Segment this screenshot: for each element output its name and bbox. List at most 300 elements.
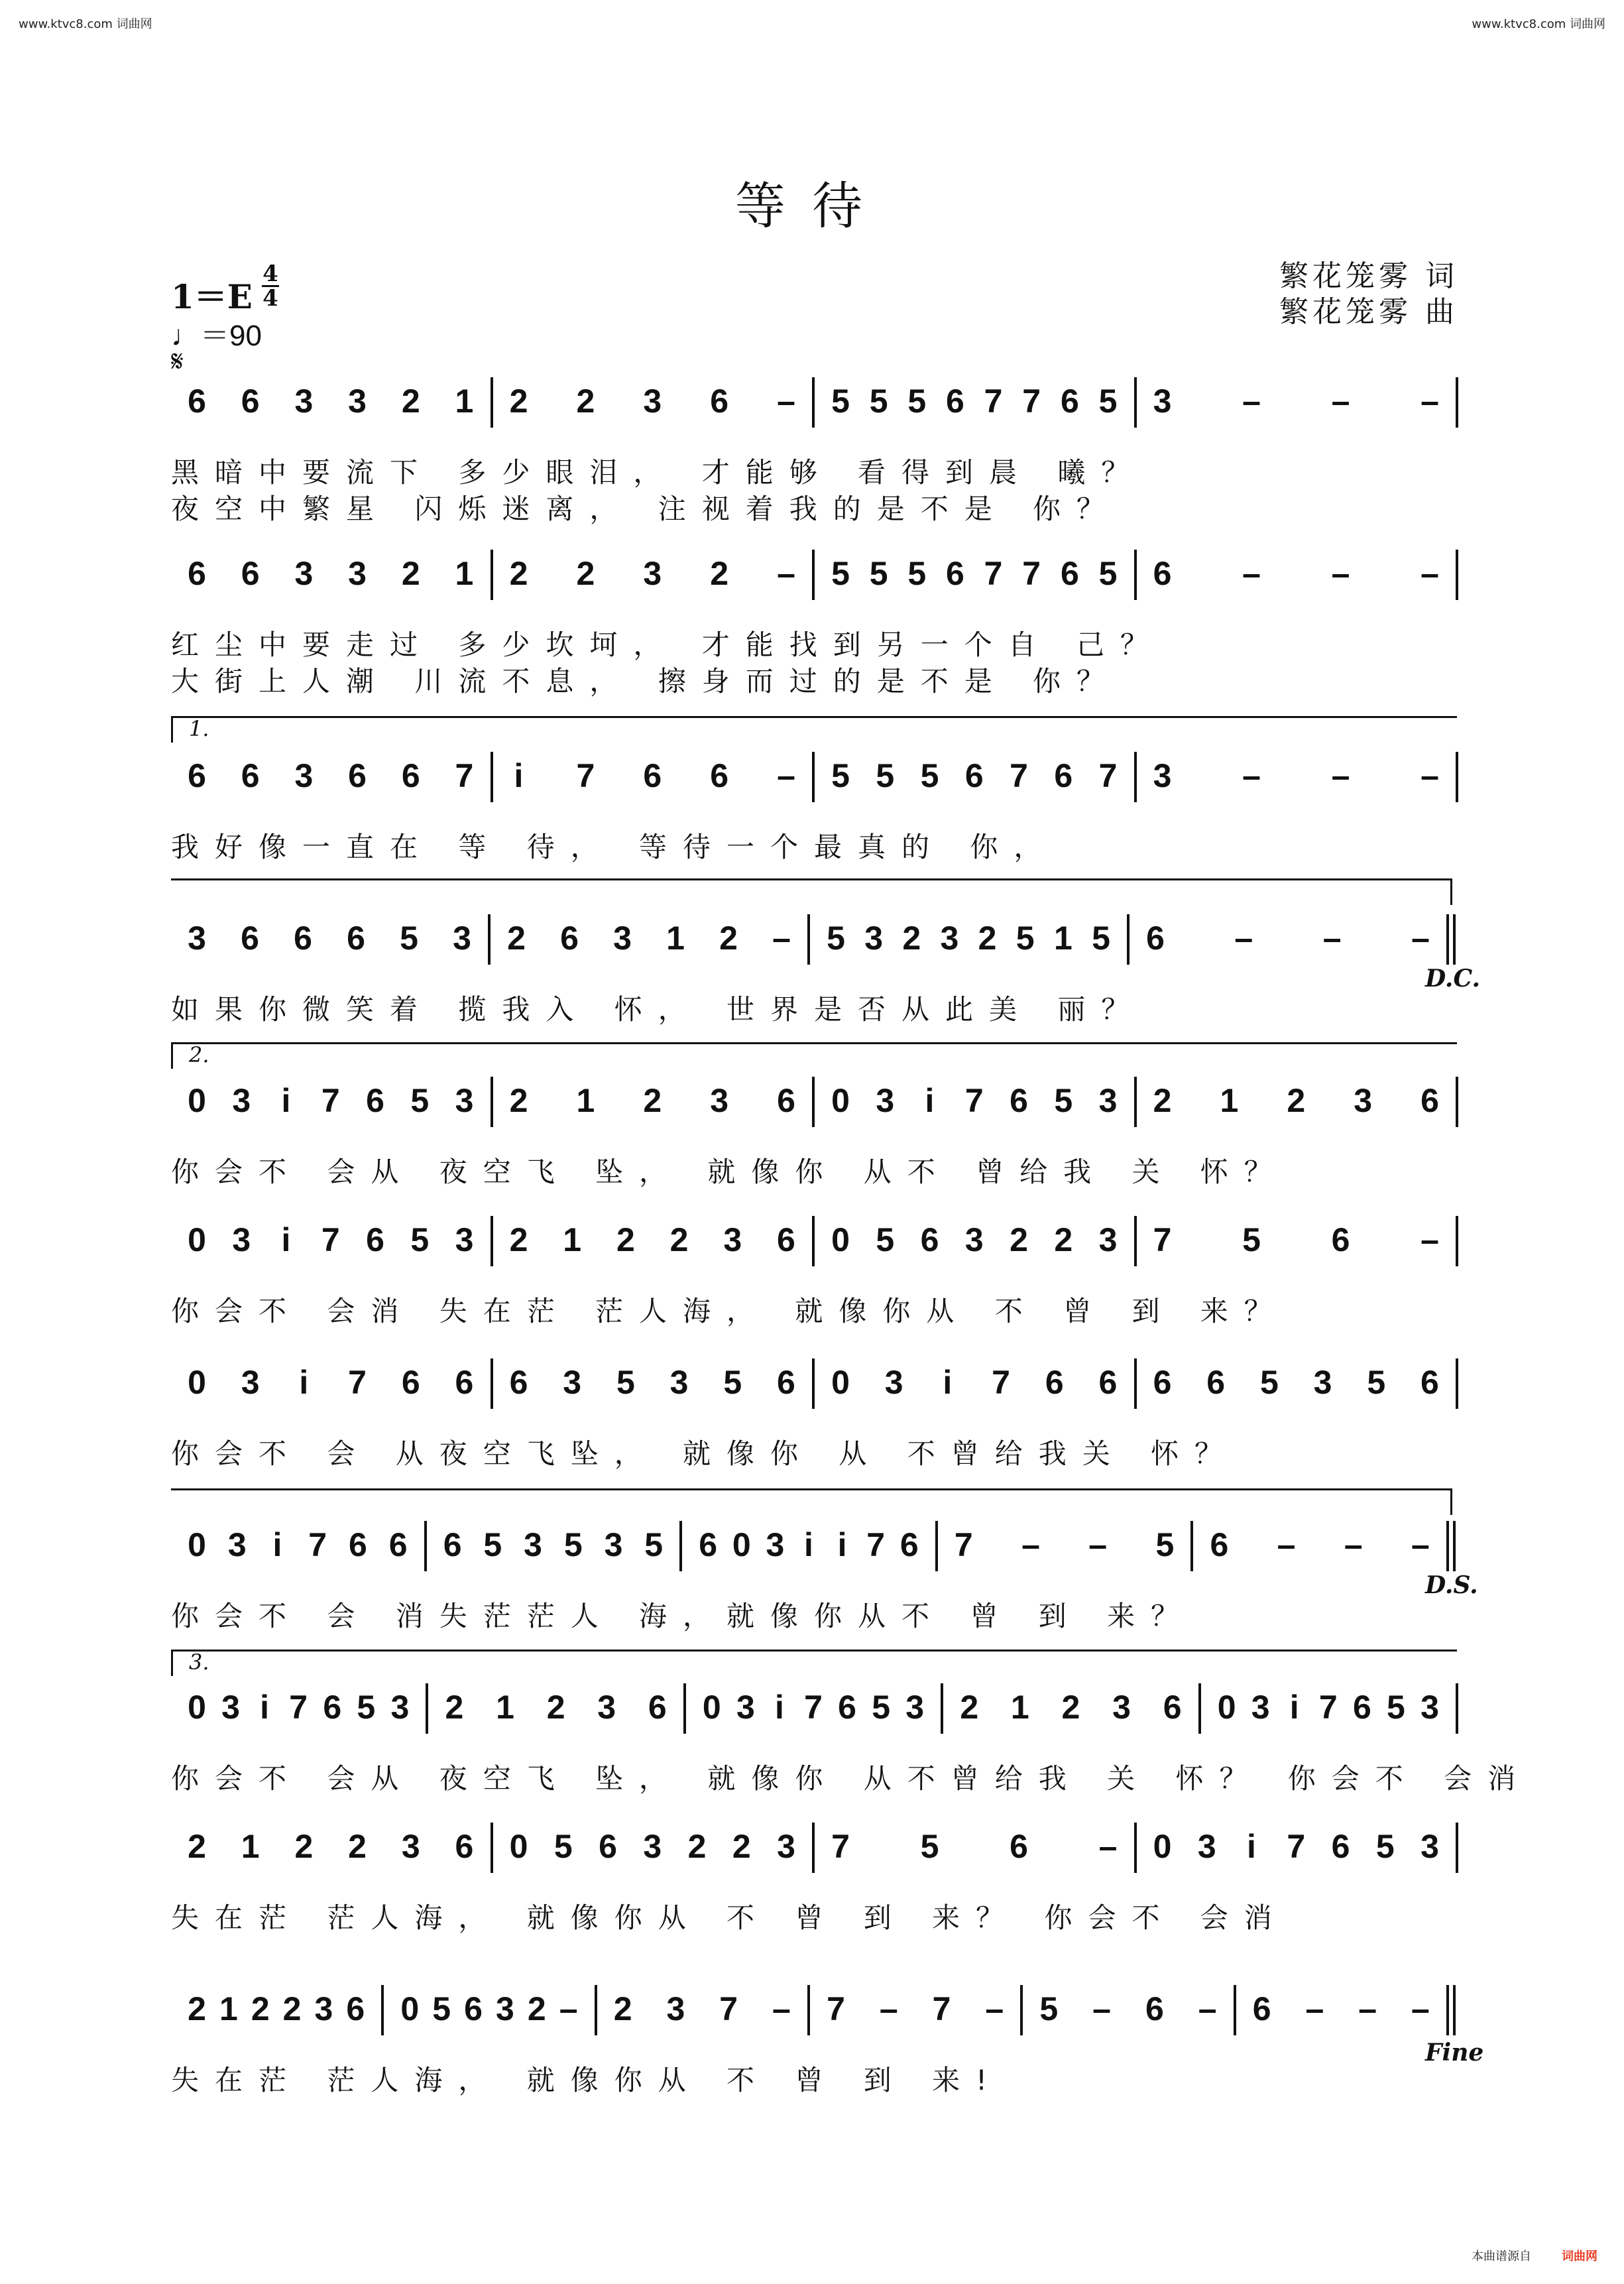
note: 1 bbox=[1053, 920, 1073, 957]
note: 6 bbox=[1054, 757, 1073, 794]
note: 3 bbox=[1153, 757, 1172, 794]
lyrics-line: 我好像一直在 等 待， 等待一个最真的 你， bbox=[171, 831, 1058, 863]
note: 3 bbox=[188, 920, 206, 957]
note: 6 bbox=[560, 920, 579, 957]
note: 1 bbox=[666, 920, 685, 957]
note: 3 bbox=[864, 920, 884, 957]
note: 7 bbox=[831, 1828, 850, 1865]
note: 2 bbox=[687, 1828, 707, 1865]
barline bbox=[1456, 1358, 1458, 1409]
note: 7 bbox=[289, 1689, 308, 1726]
note: 3 bbox=[723, 1221, 742, 1258]
measure bbox=[815, 554, 1134, 607]
note: 3 bbox=[597, 1689, 616, 1726]
measure bbox=[428, 1687, 683, 1740]
note: 5 bbox=[872, 1689, 891, 1726]
barline bbox=[1456, 1683, 1458, 1734]
repeat-bracket-top-2 bbox=[171, 1488, 1452, 1490]
note: 1 bbox=[241, 1828, 260, 1865]
note: 0 bbox=[831, 1364, 850, 1401]
note: 5 bbox=[1375, 1828, 1395, 1865]
note: 5 bbox=[644, 1526, 664, 1563]
time-denominator: 4 bbox=[262, 285, 278, 312]
note: 6 bbox=[1252, 1990, 1271, 2027]
note: – bbox=[1242, 757, 1261, 794]
measure bbox=[1137, 756, 1456, 809]
lyrics-line: 大街上人潮 川流不息， 擦身而过的是不是 你？ bbox=[171, 665, 1121, 697]
volta-3: 3. bbox=[171, 1650, 209, 1676]
note: 2 bbox=[509, 1221, 528, 1258]
note: 5 bbox=[907, 555, 927, 592]
note: 2 bbox=[282, 1990, 302, 2027]
note: 2 bbox=[1153, 1082, 1172, 1119]
note: – bbox=[1092, 1990, 1111, 2027]
measure bbox=[171, 1525, 424, 1578]
repeat-bracket-end bbox=[1450, 878, 1452, 905]
measure bbox=[815, 1827, 1134, 1880]
note: – bbox=[1344, 1526, 1363, 1563]
note: 6 bbox=[1045, 1364, 1064, 1401]
notes-line bbox=[171, 1081, 1458, 1134]
note: 3 bbox=[1098, 1082, 1118, 1119]
note: 0 bbox=[831, 1082, 850, 1119]
note: 2 bbox=[1287, 1082, 1306, 1119]
note: 6 bbox=[346, 1990, 365, 2027]
note: – bbox=[1234, 920, 1253, 957]
note: – bbox=[1098, 1828, 1118, 1865]
note: i bbox=[774, 1689, 784, 1726]
note: 2 bbox=[902, 920, 921, 957]
note: 5 bbox=[1387, 1689, 1405, 1726]
lyrics-line: 你会不 会从 夜空飞 坠， 就像你 从不 曾给我 关 怀？ bbox=[171, 1156, 1288, 1188]
barline bbox=[1456, 377, 1458, 428]
note: 0 bbox=[400, 1990, 420, 2027]
note: 1 bbox=[563, 1221, 582, 1258]
measure bbox=[686, 1687, 941, 1740]
note: 2 bbox=[401, 555, 420, 592]
notes-line bbox=[171, 756, 1458, 809]
barline bbox=[1456, 1216, 1458, 1266]
measure bbox=[1193, 1525, 1446, 1578]
note: 1 bbox=[219, 1990, 238, 2027]
note: 6 bbox=[699, 1526, 718, 1563]
measure bbox=[171, 1827, 491, 1880]
note: 3 bbox=[604, 1526, 623, 1563]
note: – bbox=[1421, 1221, 1439, 1258]
note: 3 bbox=[294, 383, 314, 420]
note: 2 bbox=[576, 555, 595, 592]
note: – bbox=[1331, 555, 1350, 592]
note: 6 bbox=[294, 920, 312, 957]
note: 6 bbox=[710, 757, 729, 794]
measure bbox=[384, 1989, 594, 2042]
note: 2 bbox=[188, 1990, 206, 2027]
note: 5 bbox=[1054, 1082, 1073, 1119]
note: i bbox=[299, 1364, 309, 1401]
note: 5 bbox=[1155, 1526, 1175, 1563]
lyrics-line: 如果你微笑着 揽我入 怀， 世界是否从此美 丽？ bbox=[171, 993, 1145, 1026]
note: 6 bbox=[777, 1221, 795, 1258]
note: 2 bbox=[348, 1828, 367, 1865]
barline bbox=[1446, 1985, 1449, 2035]
note: 6 bbox=[455, 1828, 474, 1865]
notes-line bbox=[171, 381, 1458, 434]
lyrics-line: 夜空中繁星 闪烁迷离， 注视着我的是不是 你？ bbox=[171, 493, 1121, 525]
note: 6 bbox=[1060, 383, 1079, 420]
note: 6 bbox=[348, 757, 367, 794]
note: 6 bbox=[188, 383, 206, 420]
note: 3 bbox=[940, 920, 959, 957]
note: 3 bbox=[766, 1526, 785, 1563]
note: i bbox=[1289, 1689, 1299, 1726]
note: 2 bbox=[251, 1990, 270, 2027]
note: 7 bbox=[576, 757, 595, 794]
note: 5 bbox=[1242, 1221, 1261, 1258]
measure bbox=[171, 1989, 381, 2042]
note: 2 bbox=[507, 920, 526, 957]
note: 3 bbox=[666, 1990, 685, 2027]
volta-line-2 bbox=[171, 1042, 1457, 1044]
measure bbox=[171, 1220, 491, 1273]
measure bbox=[1130, 918, 1446, 971]
note: 7 bbox=[1287, 1828, 1306, 1865]
note: – bbox=[777, 757, 795, 794]
repeat-bracket-end-2 bbox=[1450, 1488, 1452, 1515]
dc-mark: D.C. bbox=[1425, 965, 1481, 992]
measure bbox=[171, 381, 491, 434]
notes-line bbox=[171, 554, 1458, 607]
note: 6 bbox=[777, 1082, 795, 1119]
measure bbox=[493, 1827, 813, 1880]
note: – bbox=[879, 1990, 898, 2027]
note: – bbox=[1331, 757, 1350, 794]
note: 6 bbox=[401, 1364, 420, 1401]
note: 3 bbox=[884, 1364, 903, 1401]
measure bbox=[493, 554, 813, 607]
note: – bbox=[985, 1990, 1004, 2027]
note: 3 bbox=[348, 555, 367, 592]
note: – bbox=[1421, 383, 1439, 420]
note: 7 bbox=[308, 1526, 327, 1563]
note: 5 bbox=[357, 1689, 376, 1726]
note: 6 bbox=[464, 1990, 483, 2027]
note: 5 bbox=[723, 1364, 742, 1401]
note: 1 bbox=[455, 383, 474, 420]
barline bbox=[1456, 1077, 1458, 1127]
note: 1 bbox=[1010, 1689, 1029, 1726]
note: 6 bbox=[1010, 1082, 1028, 1119]
note: 2 bbox=[1054, 1221, 1073, 1258]
note: 6 bbox=[1060, 555, 1079, 592]
note: 7 bbox=[321, 1082, 340, 1119]
note: 3 bbox=[643, 555, 662, 592]
note: 5 bbox=[616, 1364, 635, 1401]
segno-icon: 𝄋 bbox=[171, 345, 184, 379]
measure bbox=[493, 1220, 813, 1273]
measure bbox=[1137, 554, 1456, 607]
note: 5 bbox=[920, 1828, 939, 1865]
note: 6 bbox=[366, 1221, 384, 1258]
note: 7 bbox=[1153, 1221, 1172, 1258]
note: i bbox=[281, 1221, 291, 1258]
note: 7 bbox=[954, 1526, 973, 1563]
note: 6 bbox=[1421, 1082, 1439, 1119]
note: – bbox=[1358, 1990, 1377, 2027]
measure bbox=[427, 1525, 680, 1578]
measure bbox=[815, 1220, 1134, 1273]
notes-line bbox=[171, 1827, 1458, 1880]
note: 2 bbox=[1010, 1221, 1028, 1258]
note: 7 bbox=[1022, 383, 1041, 420]
note: 3 bbox=[710, 1082, 729, 1119]
note: 5 bbox=[827, 920, 845, 957]
measure bbox=[493, 1362, 813, 1415]
note: 2 bbox=[960, 1689, 979, 1726]
note: 2 bbox=[732, 1828, 751, 1865]
note: 2 bbox=[294, 1828, 314, 1865]
note: 3 bbox=[643, 1828, 662, 1865]
note: 5 bbox=[869, 383, 888, 420]
note: 3 bbox=[613, 920, 632, 957]
composer-credit: 繁花笼雾 曲 bbox=[1279, 295, 1458, 329]
note: 6 bbox=[348, 1526, 367, 1563]
note: 5 bbox=[1259, 1364, 1279, 1401]
measure bbox=[1023, 1989, 1233, 2042]
measure bbox=[1137, 1081, 1456, 1134]
note: – bbox=[1277, 1526, 1296, 1563]
note: 6 bbox=[648, 1689, 667, 1726]
note: 6 bbox=[323, 1689, 342, 1726]
note: 1 bbox=[496, 1689, 514, 1726]
note: 6 bbox=[777, 1364, 795, 1401]
barline bbox=[1456, 550, 1458, 600]
measure bbox=[943, 1687, 1198, 1740]
notes-line bbox=[171, 1989, 1458, 2042]
note: – bbox=[772, 1990, 791, 2027]
note: 5 bbox=[1015, 920, 1035, 957]
note: – bbox=[1088, 1526, 1108, 1563]
note: 2 bbox=[669, 1221, 689, 1258]
note: 3 bbox=[1354, 1082, 1373, 1119]
note: 7 bbox=[984, 383, 1003, 420]
measure bbox=[810, 1989, 1020, 2042]
measure bbox=[171, 1081, 491, 1134]
note: 2 bbox=[710, 555, 729, 592]
note: – bbox=[1421, 555, 1439, 592]
note: 7 bbox=[1010, 757, 1028, 794]
measure bbox=[491, 918, 807, 971]
note: 6 bbox=[964, 757, 984, 794]
note: 3 bbox=[905, 1689, 925, 1726]
note: 7 bbox=[932, 1990, 951, 2027]
note: 3 bbox=[390, 1689, 410, 1726]
note: 7 bbox=[992, 1364, 1010, 1401]
volta-1: 1. bbox=[171, 716, 209, 743]
note: 5 bbox=[553, 1828, 573, 1865]
note: 6 bbox=[1146, 920, 1165, 957]
note: – bbox=[1411, 1990, 1430, 2027]
lyrics-line: 黑暗中要流下 多少眼泪， 才能够 看得到晨 曦？ bbox=[171, 456, 1145, 489]
ds-mark: D.S. bbox=[1425, 1571, 1478, 1599]
note: i bbox=[1247, 1828, 1256, 1865]
notes-line bbox=[171, 918, 1458, 971]
note: 7 bbox=[1022, 555, 1041, 592]
measure bbox=[815, 381, 1134, 434]
notes-line bbox=[171, 1362, 1458, 1415]
note: 3 bbox=[221, 1689, 240, 1726]
note: 3 bbox=[1421, 1689, 1439, 1726]
note: 3 bbox=[232, 1221, 251, 1258]
note: 5 bbox=[876, 1221, 895, 1258]
note: 2 bbox=[401, 383, 420, 420]
note: 3 bbox=[1098, 1221, 1118, 1258]
note: 5 bbox=[1367, 1364, 1386, 1401]
note: 7 bbox=[321, 1221, 340, 1258]
measure bbox=[493, 381, 813, 434]
measure bbox=[1137, 1362, 1456, 1415]
quarter-note-icon: ♩ bbox=[171, 320, 200, 352]
note: 0 bbox=[831, 1221, 850, 1258]
note: i bbox=[281, 1082, 291, 1119]
note: 3 bbox=[876, 1082, 895, 1119]
note: – bbox=[559, 1990, 578, 2027]
note: 6 bbox=[347, 920, 365, 957]
barline bbox=[1456, 752, 1458, 802]
note: – bbox=[1242, 383, 1261, 420]
note: 5 bbox=[400, 920, 418, 957]
note: i bbox=[837, 1526, 847, 1563]
note: – bbox=[777, 383, 795, 420]
note: 5 bbox=[410, 1221, 430, 1258]
note: 6 bbox=[599, 1828, 617, 1865]
lyrics-line: 失在茫 茫人海， 就像你从 不 曾 到 来! bbox=[171, 2064, 1003, 2096]
note: 1 bbox=[576, 1082, 595, 1119]
measure bbox=[1201, 1687, 1456, 1740]
note: – bbox=[1421, 757, 1439, 794]
note: 3 bbox=[1251, 1689, 1270, 1726]
note: 3 bbox=[401, 1828, 420, 1865]
note: 6 bbox=[366, 1082, 384, 1119]
note: 3 bbox=[455, 1082, 474, 1119]
note: 6 bbox=[1098, 1364, 1118, 1401]
measure bbox=[1137, 381, 1456, 434]
barline bbox=[1446, 1521, 1449, 1571]
note: 2 bbox=[1061, 1689, 1080, 1726]
note: 6 bbox=[1421, 1364, 1439, 1401]
footer-source: 本曲谱源自 bbox=[1472, 2250, 1531, 2263]
note: 3 bbox=[314, 1990, 333, 2027]
note: 5 bbox=[1098, 555, 1118, 592]
note: 6 bbox=[1163, 1689, 1182, 1726]
note: 3 bbox=[524, 1526, 542, 1563]
note: – bbox=[1411, 920, 1430, 957]
lyrics-line: 你会不 会消 失在茫 茫人海， 就像你从 不 曾 到 来？ bbox=[171, 1295, 1288, 1327]
note: – bbox=[1021, 1526, 1040, 1563]
note: – bbox=[1305, 1990, 1324, 2027]
notes-line bbox=[171, 1220, 1458, 1273]
note: 3 bbox=[643, 383, 662, 420]
note: 6 bbox=[241, 383, 260, 420]
measure bbox=[1137, 1220, 1456, 1273]
note: 7 bbox=[719, 1990, 738, 2027]
note: 5 bbox=[831, 555, 850, 592]
volta-line-3 bbox=[171, 1650, 1457, 1652]
measure bbox=[682, 1525, 935, 1578]
measure bbox=[171, 1687, 426, 1740]
measure bbox=[597, 1989, 807, 2042]
lyrics-line: 你会不 会 从夜空飞坠， 就像你 从 不曾给我关 怀？ bbox=[171, 1437, 1239, 1470]
note: 6 bbox=[1153, 1364, 1172, 1401]
note: 2 bbox=[978, 920, 997, 957]
note: 6 bbox=[455, 1364, 474, 1401]
barline bbox=[1446, 914, 1449, 965]
note: 0 bbox=[702, 1689, 721, 1726]
note: 0 bbox=[188, 1526, 206, 1563]
note: – bbox=[1242, 555, 1261, 592]
note: 5 bbox=[1039, 1990, 1059, 2027]
time-signature bbox=[262, 263, 279, 310]
measure bbox=[493, 756, 813, 809]
note: 3 bbox=[1197, 1828, 1216, 1865]
tempo-marking bbox=[171, 312, 262, 354]
note: – bbox=[1322, 920, 1342, 957]
note: i bbox=[272, 1526, 282, 1563]
note: 6 bbox=[188, 757, 206, 794]
note: 3 bbox=[453, 920, 471, 957]
note: 2 bbox=[546, 1689, 565, 1726]
note: 3 bbox=[1421, 1828, 1439, 1865]
volta-2: 2. bbox=[171, 1042, 209, 1069]
note: – bbox=[1411, 1526, 1430, 1563]
note: 7 bbox=[804, 1689, 823, 1726]
lyrics-line: 你会不 会从 夜空飞 坠， 就像你 从不曾给我 关 怀？ 你会不 会消 bbox=[171, 1762, 1532, 1795]
note: i bbox=[804, 1526, 813, 1563]
note: i bbox=[925, 1082, 935, 1119]
measure bbox=[171, 554, 491, 607]
note: i bbox=[943, 1364, 953, 1401]
note: 2 bbox=[576, 383, 595, 420]
note: 0 bbox=[1217, 1689, 1236, 1726]
note: 6 bbox=[1010, 1828, 1028, 1865]
note: 5 bbox=[831, 757, 850, 794]
note: 6 bbox=[710, 383, 729, 420]
barline bbox=[1456, 1823, 1458, 1873]
repeat-bracket-top bbox=[171, 878, 1452, 880]
fine-mark: Fine bbox=[1425, 2039, 1484, 2067]
measure bbox=[938, 1525, 1191, 1578]
note: 5 bbox=[1098, 383, 1118, 420]
note: 3 bbox=[348, 383, 367, 420]
measure bbox=[810, 918, 1127, 971]
note: 7 bbox=[964, 1082, 984, 1119]
lyrics-line: 红尘中要走过 多少坎坷， 才能找到另一个自 己？ bbox=[171, 629, 1165, 661]
note: 6 bbox=[1352, 1689, 1371, 1726]
key-signature: 1＝E bbox=[171, 277, 253, 316]
time-numerator: 4 bbox=[262, 261, 278, 287]
note: 2 bbox=[616, 1221, 635, 1258]
note: 7 bbox=[1098, 757, 1118, 794]
note: 6 bbox=[388, 1526, 408, 1563]
note: 1 bbox=[1220, 1082, 1239, 1119]
note: 1 bbox=[455, 555, 474, 592]
measure bbox=[171, 918, 488, 971]
note: 5 bbox=[907, 383, 927, 420]
measure bbox=[815, 1362, 1134, 1415]
header-site-right: www.ktvc8.com 词曲网 bbox=[1472, 17, 1605, 31]
measure bbox=[493, 1081, 813, 1134]
note: 0 bbox=[188, 1221, 206, 1258]
footer-brand: 词曲网 bbox=[1562, 2250, 1597, 2263]
